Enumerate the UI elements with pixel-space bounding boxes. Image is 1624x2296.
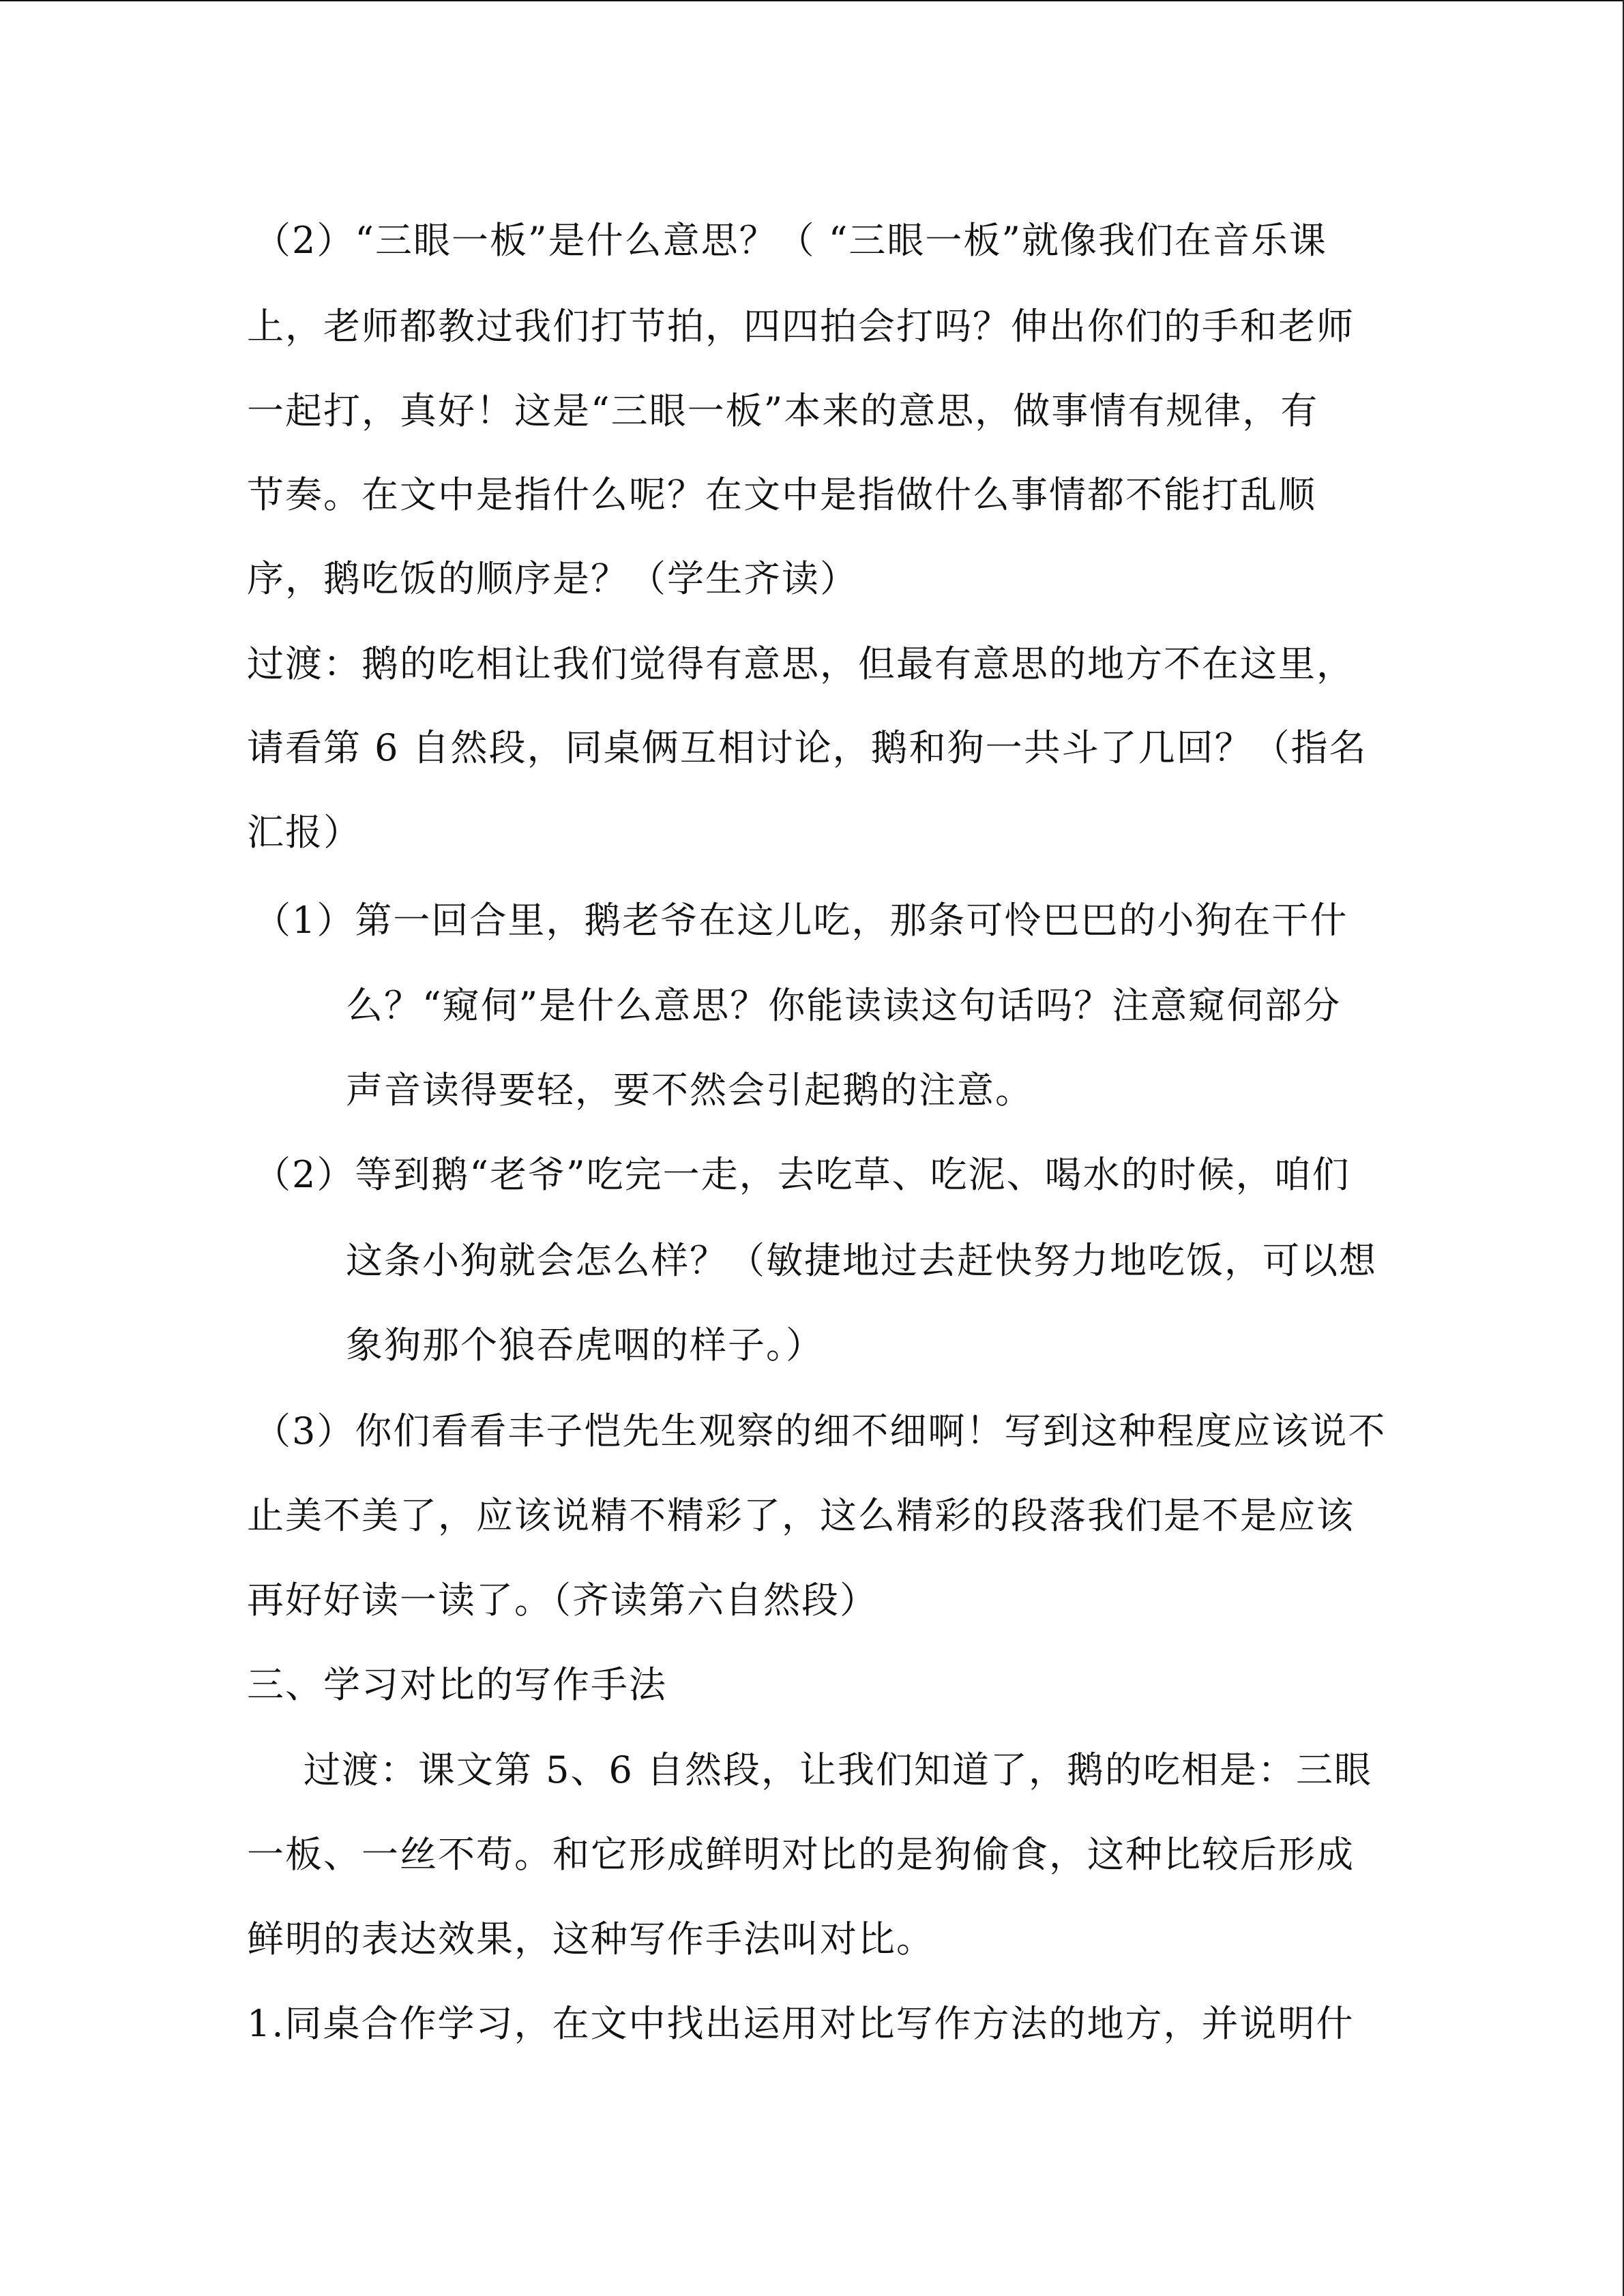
text-line: 汇报） xyxy=(247,811,361,854)
text-line: （2）等到鹅“老爷”吃完一走，去吃草、吃泥、喝水的时候，咱们 xyxy=(254,1153,1350,1196)
text-line: 止美不美了，应该说精不精彩了，这么精彩的段落我们是不是应该 xyxy=(247,1494,1355,1537)
text-line: 声音读得要轻，要不然会引起鹅的注意。 xyxy=(346,1069,1033,1112)
text-line: 上，老师都教过我们打节拍，四四拍会打吗？伸出你们的手和老师 xyxy=(247,305,1355,348)
text-line: （1）第一回合里，鹅老爷在这儿吃，那条可怜巴巴的小狗在干什 xyxy=(254,899,1348,942)
text-line: 过渡：课文第 5、6 自然段，让我们知道了，鹅的吃相是：三眼 xyxy=(304,1748,1373,1791)
text-line: 1.同桌合作学习，在文中找出运用对比写作方法的地方，并说明什 xyxy=(247,2002,1355,2045)
text-line: 过渡：鹅的吃相让我们觉得有意思，但最有意思的地方不在这里， xyxy=(247,642,1355,685)
text-line: （2）“三眼一板”是什么意思？（ “三眼一板”就像我们在音乐课 xyxy=(254,219,1327,262)
text-line: 鲜明的表达效果，这种写作手法叫对比。 xyxy=(247,1918,934,1960)
text-line: （3）你们看看丰子恺先生观察的细不细啊！写到这种程度应该说不 xyxy=(254,1410,1387,1452)
text-line: 再好好读一读了。（齐读第六自然段） xyxy=(247,1579,878,1622)
text-line: 请看第 6 自然段，同桌俩互相讨论，鹅和狗一共斗了几回？（指名 xyxy=(247,726,1368,769)
text-line: 么？“窥伺”是什么意思？你能读读这句话吗？注意窥伺部分 xyxy=(346,984,1342,1027)
text-line: 一板、一丝不苟。和它形成鲜明对比的是狗偷食，这种比较后形成 xyxy=(247,1833,1355,1876)
text-line: 这条小狗就会怎么样？（敏捷地过去赶快努力地吃饭，可以想 xyxy=(346,1239,1377,1282)
text-line: 一起打，真好！这是“三眼一板”本来的意思，做事情有规律，有 xyxy=(247,389,1319,432)
section-heading: 三、学习对比的写作手法 xyxy=(247,1663,667,1706)
text-line: 节奏。在文中是指什么呢？在文中是指做什么事情都不能打乱顺 xyxy=(247,473,1316,516)
text-line: 序，鹅吃饭的顺序是？（学生齐读） xyxy=(247,557,858,600)
text-line: 象狗那个狼吞虎咽的样子。） xyxy=(346,1324,824,1367)
